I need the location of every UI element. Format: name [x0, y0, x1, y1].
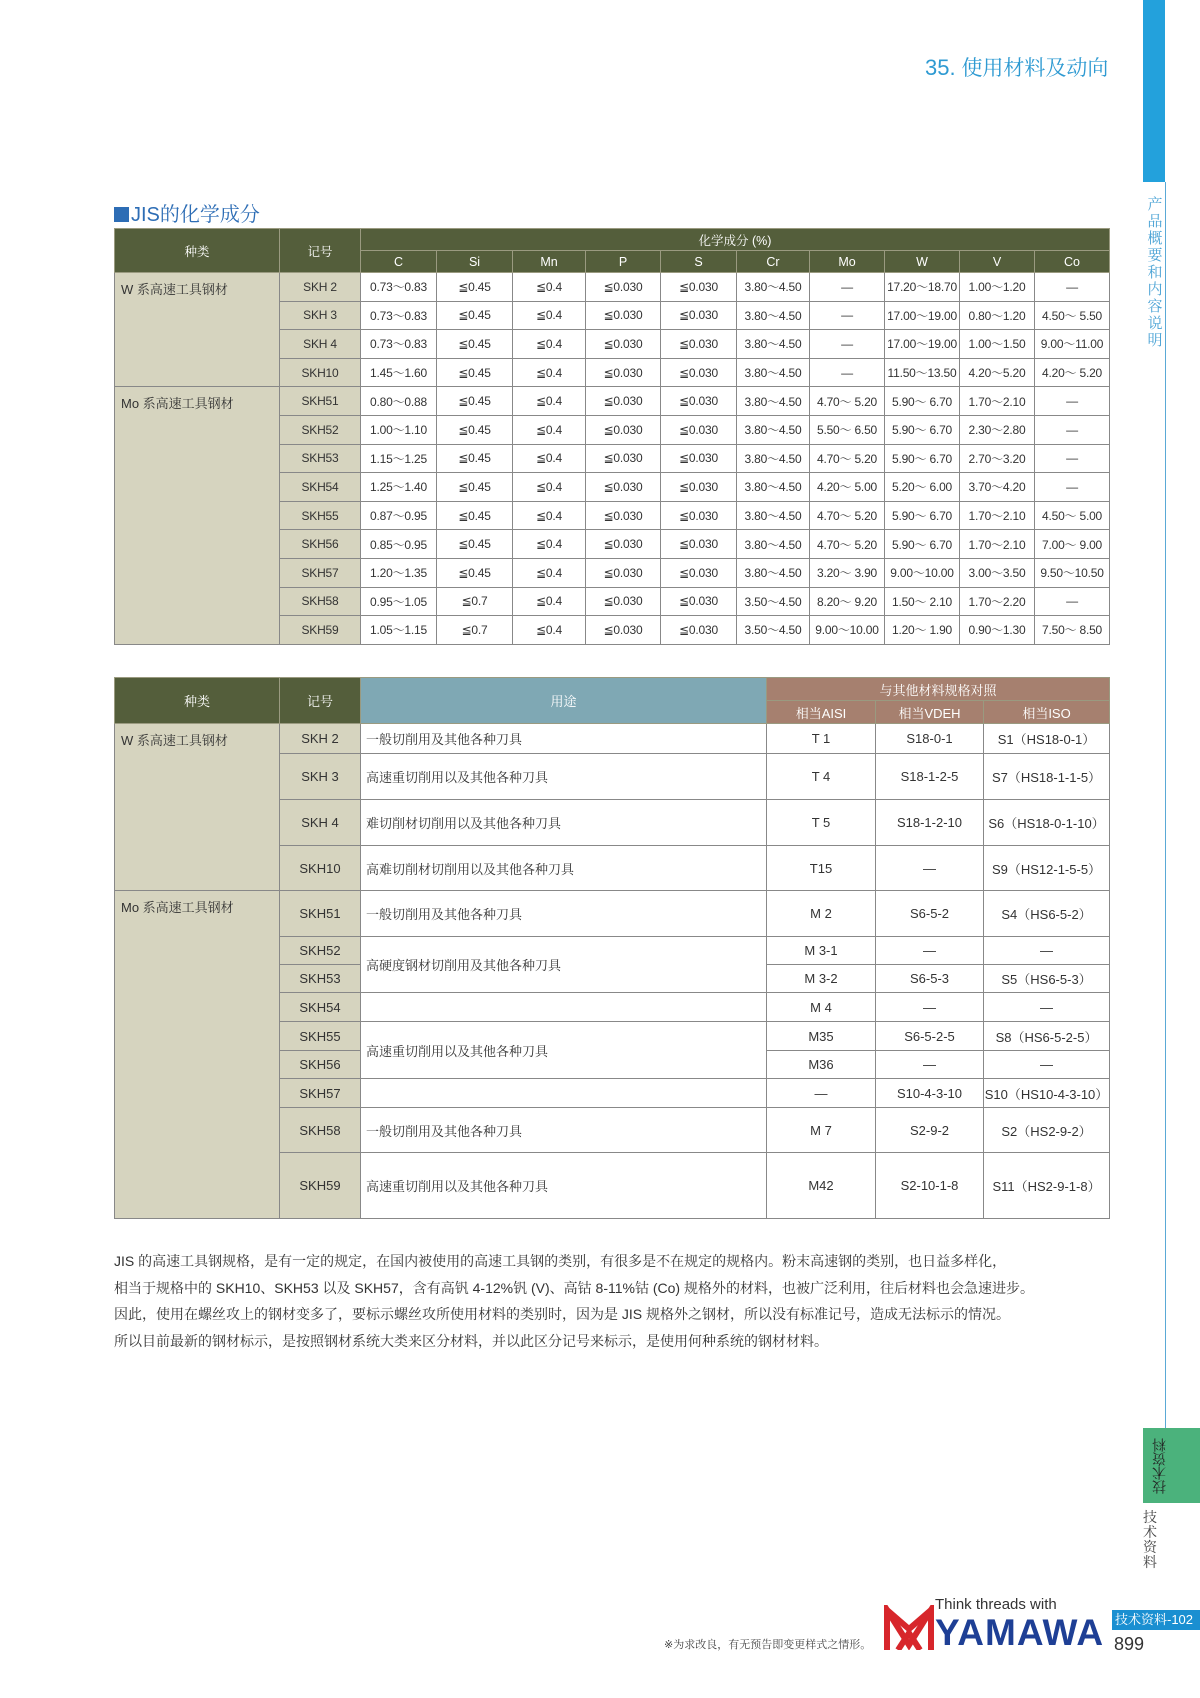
brand-tagline: Think threads with	[935, 1596, 1057, 1613]
side-tab-tech-label: 技术资料	[1151, 1438, 1167, 1494]
standards-comparison-table	[114, 677, 1110, 1219]
section-heading	[114, 198, 260, 227]
composition-value: ≦0.4	[513, 273, 586, 302]
iso-equivalent: S10（HS10-4-3-10）	[984, 1079, 1110, 1108]
composition-value: 0.73～0.83	[361, 273, 437, 302]
composition-value: 1.45～1.60	[361, 358, 437, 387]
vdeh-equivalent: S18-0-1	[876, 724, 984, 754]
composition-value: ≦0.4	[513, 415, 586, 444]
iso-equivalent: —	[984, 1051, 1110, 1079]
composition-value: 9.00～11.00	[1035, 330, 1110, 359]
composition-value: 1.50～ 2.10	[885, 587, 960, 616]
composition-value: 3.80～4.50	[737, 301, 810, 330]
composition-value: 1.70～2.10	[960, 387, 1035, 416]
iso-equivalent: S5（HS6-5-3）	[984, 965, 1110, 993]
footer-note: ※为求改良，有无预告即变更样式之情形。	[664, 1639, 872, 1651]
steel-code: SKH52	[280, 415, 361, 444]
usage	[361, 993, 767, 1022]
steel-code: SKH53	[280, 444, 361, 473]
composition-value: ≦0.4	[513, 501, 586, 530]
composition-value: —	[810, 358, 885, 387]
vdeh-equivalent: —	[876, 1051, 984, 1079]
header-iso: 相当ISO	[984, 701, 1110, 724]
aisi-equivalent: T 1	[767, 724, 876, 754]
composition-value: 4.50～ 5.50	[1035, 301, 1110, 330]
composition-value: 1.05～1.15	[361, 616, 437, 645]
composition-value: ≦0.030	[661, 358, 737, 387]
header-composition: 化学成分 (%)	[361, 229, 1110, 251]
steel-code: SKH53	[280, 965, 361, 993]
vdeh-equivalent: S2-9-2	[876, 1108, 984, 1153]
steel-code: SKH51	[280, 387, 361, 416]
composition-value: 5.90～ 6.70	[885, 444, 960, 473]
composition-value: 5.90～ 6.70	[885, 530, 960, 559]
header-w: W	[885, 251, 960, 273]
composition-value: ≦0.030	[586, 273, 661, 302]
composition-value: 3.80～4.50	[737, 558, 810, 587]
header-v: V	[960, 251, 1035, 273]
composition-value: 1.00～1.10	[361, 415, 437, 444]
paragraph-line: 相当于规格中的 SKH10、SKH53 以及 SKH57，含有高钒 4-12%钒 (V)、高钴 8-11%钴 (Co) 规格外的材料，也被广泛利用，往后材料也会急速进步。	[114, 1279, 1034, 1296]
aisi-equivalent: M35	[767, 1022, 876, 1051]
composition-value: 9.50～10.50	[1035, 558, 1110, 587]
steel-code: SKH 4	[280, 330, 361, 359]
iso-equivalent: S6（HS18-0-1-10）	[984, 800, 1110, 846]
composition-value: ≦0.4	[513, 444, 586, 473]
usage: 高速重切削用以及其他各种刀具	[361, 754, 767, 800]
steel-code: SKH55	[280, 501, 361, 530]
composition-value: ≦0.030	[586, 501, 661, 530]
aisi-equivalent: M 7	[767, 1108, 876, 1153]
composition-value: ≦0.45	[437, 473, 513, 502]
header-mn: Mn	[513, 251, 586, 273]
composition-value: ≦0.4	[513, 558, 586, 587]
composition-value: 1.70～2.10	[960, 530, 1035, 559]
composition-value: 3.80～4.50	[737, 530, 810, 559]
steel-code: SKH58	[280, 587, 361, 616]
steel-code: SKH58	[280, 1108, 361, 1153]
aisi-equivalent: M 4	[767, 993, 876, 1022]
explanation-paragraph	[114, 1248, 1114, 1354]
header-s: S	[661, 251, 737, 273]
composition-value: ≦0.030	[661, 530, 737, 559]
vdeh-equivalent: S18-1-2-5	[876, 754, 984, 800]
steel-code: SKH59	[280, 616, 361, 645]
usage	[361, 1079, 767, 1108]
vdeh-equivalent: —	[876, 846, 984, 891]
vdeh-equivalent: S6-5-3	[876, 965, 984, 993]
header-code: 记号	[280, 229, 361, 273]
composition-value: 3.80～4.50	[737, 387, 810, 416]
steel-kind: Mo 系高速工具钢材	[115, 891, 280, 1219]
vdeh-equivalent: —	[876, 937, 984, 965]
steel-kind: W 系高速工具钢材	[115, 273, 280, 387]
composition-value: 3.80～4.50	[737, 444, 810, 473]
vdeh-equivalent: S2-10-1-8	[876, 1153, 984, 1219]
header-use: 用途	[361, 678, 767, 724]
aisi-equivalent: M 3-2	[767, 965, 876, 993]
composition-value: ≦0.030	[586, 616, 661, 645]
composition-value: ≦0.45	[437, 330, 513, 359]
composition-value: 4.70～ 5.20	[810, 444, 885, 473]
steel-code: SKH 3	[280, 754, 361, 800]
composition-value: ≦0.45	[437, 273, 513, 302]
composition-value: ≦0.4	[513, 530, 586, 559]
composition-value: 3.80～4.50	[737, 273, 810, 302]
aisi-equivalent: T 5	[767, 800, 876, 846]
iso-equivalent: —	[984, 937, 1110, 965]
steel-code: SKH56	[280, 530, 361, 559]
aisi-equivalent: M 3-1	[767, 937, 876, 965]
section-title	[925, 52, 1108, 82]
section-number: 35.	[925, 55, 956, 80]
steel-kind: Mo 系高速工具钢材	[115, 387, 280, 644]
composition-value: ≦0.4	[513, 301, 586, 330]
paragraph-line: 因此，使用在螺丝攻上的钢材变多了，要标示螺丝攻所使用材料的类别时，因为是 JIS 规格外之钢材，所以没有标准记号，造成无法标示的情况。	[114, 1306, 1011, 1322]
composition-value: ≦0.030	[661, 587, 737, 616]
composition-value: ≦0.030	[661, 415, 737, 444]
usage: 难切削材切削用以及其他各种刀具	[361, 800, 767, 846]
composition-value: ≦0.45	[437, 444, 513, 473]
composition-value: ≦0.7	[437, 616, 513, 645]
aisi-equivalent: M42	[767, 1153, 876, 1219]
composition-value: 3.80～4.50	[737, 501, 810, 530]
composition-value: ≦0.030	[661, 616, 737, 645]
paragraph-line: 所以目前最新的钢材标示，是按照钢材系统大类来区分材料，并以此区分记号来标示，是使用何种系统的钢材材料。	[114, 1332, 828, 1349]
composition-value: 1.15～1.25	[361, 444, 437, 473]
composition-value: 5.20～ 6.00	[885, 473, 960, 502]
composition-value: 3.50～4.50	[737, 587, 810, 616]
table-row	[115, 273, 1110, 302]
vdeh-equivalent: S6-5-2-5	[876, 1022, 984, 1051]
brand-name: YAMAWA	[935, 1612, 1105, 1653]
header-kind: 种类	[115, 678, 280, 724]
composition-value: ≦0.4	[513, 473, 586, 502]
composition-value: ≦0.4	[513, 358, 586, 387]
paragraph-line: JIS 的高速工具钢规格，是有一定的规定，在国内被使用的高速工具钢的类别，有很多是不在规定的规格内。粉末高速钢的类别，也日益多样化，	[114, 1253, 1007, 1269]
vdeh-equivalent: S6-5-2	[876, 891, 984, 937]
steel-code: SKH 3	[280, 301, 361, 330]
vdeh-equivalent: S10-4-3-10	[876, 1079, 984, 1108]
composition-value: 1.20～1.35	[361, 558, 437, 587]
composition-value: ≦0.030	[661, 558, 737, 587]
composition-value: 4.70～ 5.20	[810, 530, 885, 559]
composition-value: 0.90～1.30	[960, 616, 1035, 645]
composition-value: 9.00～10.00	[885, 558, 960, 587]
header-mo: Mo	[810, 251, 885, 273]
composition-value: ≦0.030	[586, 530, 661, 559]
composition-value: 1.25～1.40	[361, 473, 437, 502]
header-aisi: 相当AISI	[767, 701, 876, 724]
usage: 一般切削用及其他各种刀具	[361, 724, 767, 754]
composition-value: 0.87～0.95	[361, 501, 437, 530]
iso-equivalent: S7（HS18-1-1-5）	[984, 754, 1110, 800]
header-kind: 种类	[115, 229, 280, 273]
composition-value: ≦0.030	[661, 387, 737, 416]
composition-value: 1.20～ 1.90	[885, 616, 960, 645]
composition-value: ≦0.030	[661, 330, 737, 359]
aisi-equivalent: T 4	[767, 754, 876, 800]
composition-value: 1.70～2.10	[960, 501, 1035, 530]
steel-kind: W 系高速工具钢材	[115, 724, 280, 891]
composition-value: 3.80～4.50	[737, 473, 810, 502]
usage: 高速重切削用以及其他各种刀具	[361, 1022, 767, 1079]
composition-value: 3.20～ 3.90	[810, 558, 885, 587]
composition-value: ≦0.030	[661, 473, 737, 502]
aisi-equivalent: —	[767, 1079, 876, 1108]
heading-text: JIS的化学成分	[131, 204, 260, 226]
composition-value: ≦0.45	[437, 387, 513, 416]
iso-equivalent: S8（HS6-5-2-5）	[984, 1022, 1110, 1051]
composition-value: ≦0.030	[586, 330, 661, 359]
composition-value: 17.00～19.00	[885, 301, 960, 330]
composition-value: ≦0.4	[513, 587, 586, 616]
composition-value: ≦0.030	[661, 301, 737, 330]
composition-value: 5.90～ 6.70	[885, 415, 960, 444]
header-co: Co	[1035, 251, 1110, 273]
table-row	[115, 891, 1110, 937]
steel-code: SKH 4	[280, 800, 361, 846]
aisi-equivalent: M36	[767, 1051, 876, 1079]
composition-value: ≦0.45	[437, 558, 513, 587]
page-section-badge: 技术资料-102	[1112, 1610, 1200, 1630]
steel-code: SKH54	[280, 993, 361, 1022]
composition-value: ≦0.030	[661, 273, 737, 302]
steel-code: SKH55	[280, 1022, 361, 1051]
composition-value: ≦0.7	[437, 587, 513, 616]
steel-code: SKH51	[280, 891, 361, 937]
composition-value: 3.70～4.20	[960, 473, 1035, 502]
composition-value: ≦0.45	[437, 530, 513, 559]
composition-value: —	[1035, 415, 1110, 444]
composition-value: ≦0.4	[513, 387, 586, 416]
chapter-tab-bar	[1143, 0, 1165, 182]
iso-equivalent: S11（HS2-9-1-8）	[984, 1153, 1110, 1219]
composition-value: 7.50～ 8.50	[1035, 616, 1110, 645]
composition-value: 0.95～1.05	[361, 587, 437, 616]
composition-value: 4.20～ 5.20	[1035, 358, 1110, 387]
composition-value: ≦0.030	[586, 587, 661, 616]
composition-value: 17.00～19.00	[885, 330, 960, 359]
composition-value: 3.80～4.50	[737, 358, 810, 387]
header-c: C	[361, 251, 437, 273]
composition-value: —	[810, 330, 885, 359]
header-code: 记号	[280, 678, 361, 724]
composition-value: ≦0.030	[661, 444, 737, 473]
table-row	[115, 387, 1110, 416]
composition-value: 0.80～0.88	[361, 387, 437, 416]
steel-code: SKH57	[280, 558, 361, 587]
page-number: 899	[1114, 1634, 1145, 1654]
composition-value: 2.70～3.20	[960, 444, 1035, 473]
header-p: P	[586, 251, 661, 273]
steel-code: SKH 2	[280, 724, 361, 754]
composition-value: —	[1035, 387, 1110, 416]
iso-equivalent: S1（HS18-0-1）	[984, 724, 1110, 754]
composition-value: ≦0.030	[586, 444, 661, 473]
usage: 高速重切削用以及其他各种刀具	[361, 1153, 767, 1219]
composition-value: ≦0.45	[437, 415, 513, 444]
steel-code: SKH10	[280, 846, 361, 891]
composition-value: ≦0.030	[586, 415, 661, 444]
composition-value: 4.20～ 5.00	[810, 473, 885, 502]
steel-code: SKH 2	[280, 273, 361, 302]
composition-value: 1.70～2.20	[960, 587, 1035, 616]
composition-value: ≦0.45	[437, 501, 513, 530]
composition-value: 11.50～13.50	[885, 358, 960, 387]
composition-value: ≦0.030	[586, 301, 661, 330]
composition-value: ≦0.030	[586, 558, 661, 587]
aisi-equivalent: T15	[767, 846, 876, 891]
header-compare: 与其他材料规格对照	[767, 678, 1110, 701]
composition-value: 1.00～1.20	[960, 273, 1035, 302]
composition-value: 7.00～ 9.00	[1035, 530, 1110, 559]
chemical-composition-table	[114, 228, 1110, 645]
side-divider	[1165, 182, 1166, 1430]
composition-value: 5.90～ 6.70	[885, 387, 960, 416]
composition-value: 4.20～5.20	[960, 358, 1035, 387]
composition-value: 0.73～0.83	[361, 301, 437, 330]
composition-value: 3.00～3.50	[960, 558, 1035, 587]
section-title-text: 使用材料及动向	[961, 57, 1109, 80]
vdeh-equivalent: —	[876, 993, 984, 1022]
steel-code: SKH56	[280, 1051, 361, 1079]
composition-value: 4.70～ 5.20	[810, 387, 885, 416]
composition-value: ≦0.45	[437, 301, 513, 330]
header-si: Si	[437, 251, 513, 273]
composition-value: —	[810, 301, 885, 330]
iso-equivalent: —	[984, 993, 1110, 1022]
composition-value: —	[1035, 273, 1110, 302]
composition-value: ≦0.4	[513, 616, 586, 645]
composition-value: ≦0.030	[586, 387, 661, 416]
composition-value: 17.20～18.70	[885, 273, 960, 302]
composition-value: 0.85～0.95	[361, 530, 437, 559]
composition-value: 1.00～1.50	[960, 330, 1035, 359]
composition-value: 5.90～ 6.70	[885, 501, 960, 530]
composition-value: 8.20～ 9.20	[810, 587, 885, 616]
composition-value: 3.80～4.50	[737, 330, 810, 359]
composition-value: 3.50～4.50	[737, 616, 810, 645]
steel-code: SKH54	[280, 473, 361, 502]
composition-value: ≦0.4	[513, 330, 586, 359]
side-label-overview[interactable]: 产品概要和内容说明	[1147, 196, 1163, 349]
iso-equivalent: S9（HS12-1-5-5）	[984, 846, 1110, 891]
composition-value: 4.70～ 5.20	[810, 501, 885, 530]
steel-code: SKH10	[280, 358, 361, 387]
composition-value: 0.73～0.83	[361, 330, 437, 359]
steel-code: SKH52	[280, 937, 361, 965]
usage: 一般切削用及其他各种刀具	[361, 891, 767, 937]
side-label-tech: 技术资料	[1143, 1509, 1157, 1570]
composition-value: 0.80～1.20	[960, 301, 1035, 330]
iso-equivalent: S4（HS6-5-2）	[984, 891, 1110, 937]
composition-value: 2.30～2.80	[960, 415, 1035, 444]
composition-value: —	[810, 273, 885, 302]
header-vdeh: 相当VDEH	[876, 701, 984, 724]
composition-value: ≦0.030	[586, 473, 661, 502]
composition-value: ≦0.030	[661, 501, 737, 530]
header-cr: Cr	[737, 251, 810, 273]
composition-value: —	[1035, 473, 1110, 502]
composition-value: 9.00～10.00	[810, 616, 885, 645]
iso-equivalent: S2（HS2-9-2）	[984, 1108, 1110, 1153]
aisi-equivalent: M 2	[767, 891, 876, 937]
steel-code: SKH57	[280, 1079, 361, 1108]
vdeh-equivalent: S18-1-2-10	[876, 800, 984, 846]
composition-value: 4.50～ 5.00	[1035, 501, 1110, 530]
usage: 一般切削用及其他各种刀具	[361, 1108, 767, 1153]
yamawa-logo-icon	[884, 1605, 934, 1650]
side-tab-tech[interactable]	[1143, 1428, 1200, 1503]
usage: 高难切削材切削用以及其他各种刀具	[361, 846, 767, 891]
composition-value: ≦0.45	[437, 358, 513, 387]
square-bullet-icon	[114, 207, 129, 222]
steel-code: SKH59	[280, 1153, 361, 1219]
table-row	[115, 724, 1110, 754]
composition-value: 5.50～ 6.50	[810, 415, 885, 444]
composition-value: ≦0.030	[586, 358, 661, 387]
composition-value: —	[1035, 587, 1110, 616]
composition-value: —	[1035, 444, 1110, 473]
composition-value: 3.80～4.50	[737, 415, 810, 444]
usage: 高硬度钢材切削用及其他各种刀具	[361, 937, 767, 993]
